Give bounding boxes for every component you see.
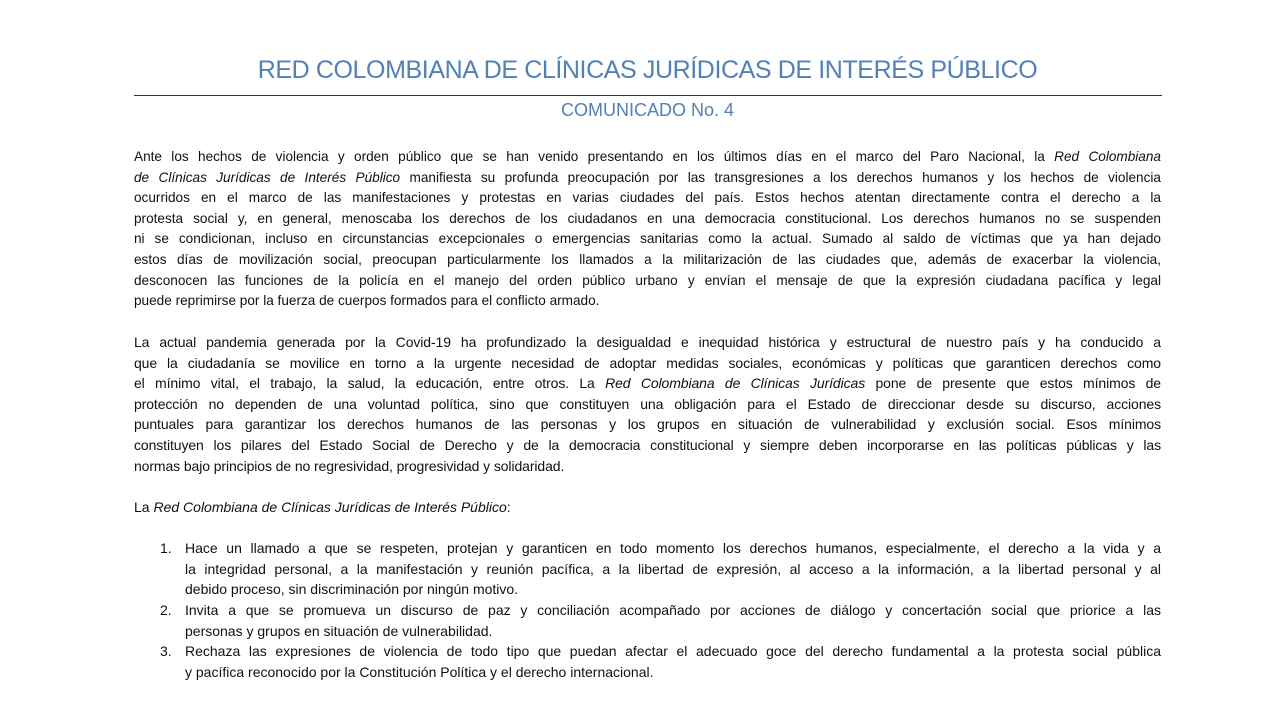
text-segment: ocurridos en el marco de las manifestaciones y protestas en varias ciudades del país. Estos hechos atentan directamente contra el derecho a la — [134, 190, 1161, 206]
text-segment: protección no dependen de una voluntad política, sino que constituyen una obligación para el Estado de direccionar desde su discurso, acciones — [134, 395, 1161, 412]
text-line — [185, 600, 1161, 621]
text-line — [134, 291, 1161, 312]
paragraph-3 — [134, 497, 1161, 518]
text-line — [185, 538, 1161, 559]
list-number: 2. — [160, 602, 172, 618]
title-divider — [134, 95, 1162, 96]
text-line — [134, 147, 1161, 168]
text-segment: el mínimo vital, el trabajo, la salud, la educación, entre otros. La — [134, 375, 606, 392]
text-segment: protesta social y, en general, menoscaba los derechos de los ciudadanos en una democracia constitucional. Los derechos humanos no se suspenden — [134, 210, 1161, 226]
text-line — [134, 497, 1161, 518]
text-segment: puntuales para garantizar los derechos humanos de las personas y los grupos en situación de vulnerabilidad y exclusión social. Esos mínimos — [134, 416, 1161, 433]
italic-text: de Clínicas Jurídicas de Interés Público — [134, 169, 401, 185]
text-segment: debido proceso, sin discriminación por ningún motivo. — [185, 581, 519, 598]
text-segment: que la ciudadanía se movilice en torno a la urgente necesidad de adoptar medidas sociales, económicas y políticas que garanticen derechos como — [134, 354, 1161, 371]
text-line — [134, 250, 1161, 271]
text-line — [185, 579, 1161, 600]
text-segment: : — [506, 499, 511, 515]
list-number: 3. — [160, 643, 172, 659]
list-item-body — [160, 538, 1161, 600]
text-line — [185, 662, 1161, 683]
text-segment: constituyen los pilares del Estado Social de Derecho y de la democracia constitucional y siempre deben incorporarse en las políticas públicas y las — [134, 436, 1161, 453]
document-title: RED COLOMBIANA DE CLÍNICAS JURÍDICAS DE INTERÉS PÚBLICO — [257, 56, 1038, 84]
text-segment: desconocen las funciones de la policía en el manejo del orden público urbano y envían el mensaje de que la expresión ciudadana pacífica y legal — [134, 272, 1161, 288]
list-item-3 — [160, 641, 1161, 682]
text-line — [134, 435, 1161, 456]
italic-text: Red Colombiana de Clínicas Jurídicas — [605, 375, 866, 392]
text-segment: La — [134, 499, 154, 515]
text-segment: pone de presente que estos mínimos de — [865, 375, 1161, 392]
text-line — [134, 271, 1161, 292]
text-line — [134, 229, 1161, 250]
text-segment: Invita a que se promueva un discurso de paz y conciliación acompañado por acciones de diálogo y concertación social que priorice a las — [185, 602, 1161, 618]
list-item-2 — [160, 600, 1161, 641]
text-line — [185, 621, 1161, 642]
text-segment: personas y grupos en situación de vulnerabilidad. — [185, 622, 493, 639]
text-line — [134, 414, 1161, 435]
text-segment: Ante los hechos de violencia y orden público que se han venido presentando en los últimos días en el marco del Paro Nacional, la — [134, 149, 1055, 164]
text-line — [185, 641, 1161, 662]
list-item-body — [160, 641, 1161, 682]
italic-text: Red Colombiana de Clínicas Jurídicas de Interés Público — [153, 499, 507, 515]
text-segment: la integridad personal, a la manifestación y reunión pacífica, a la libertad de expresión, al acceso a la información, a la libertad personal y al — [185, 560, 1161, 577]
list-number: 1. — [160, 540, 172, 556]
text-line — [134, 373, 1161, 394]
list-item-1 — [160, 538, 1161, 600]
text-line — [134, 332, 1161, 353]
italic-text: Red Colombiana — [1054, 149, 1161, 164]
text-segment: y pacífica reconocido por la Constitución Política y el derecho internacional. — [185, 663, 654, 680]
document-subtitle: COMUNICADO No. 4 — [560, 100, 735, 120]
text-line — [134, 456, 1161, 477]
text-line — [185, 559, 1161, 580]
text-segment: Hace un llamado a que se respeten, protejan y garanticen en todo momento los derechos humanos, especialmente, el derecho a la vida y a — [185, 540, 1161, 556]
paragraph-2 — [134, 332, 1161, 476]
text-segment: puede reprimirse por la fuerza de cuerpos formados para el conflicto armado. — [134, 293, 600, 309]
text-segment: normas bajo principios de no regresividad, progresividad y solidaridad. — [134, 457, 565, 474]
text-line — [134, 394, 1161, 415]
text-segment: Rechaza las expresiones de violencia de todo tipo que puedan afectar el adecuado goce del derecho fundamental a la protesta social pública — [185, 643, 1161, 659]
list-item-body — [160, 600, 1161, 641]
text-segment: ni se condicionan, incluso en circunstancias excepcionales o emergencias sanitarias como la actual. Sumado al saldo de víctimas que ya han dejado — [134, 231, 1161, 247]
text-segment: manifiesta su profunda preocupación por las transgresiones a los derechos humanos y los hechos de violencia — [400, 169, 1161, 185]
paragraph-1 — [134, 147, 1161, 312]
text-line — [134, 168, 1161, 189]
text-line — [134, 353, 1161, 374]
text-line — [134, 188, 1161, 209]
text-segment: La actual pandemia generada por la Covid-19 ha profundizado la desigualdad e inequidad histórica y estructural de nuestro país y ha conducido a — [134, 334, 1161, 350]
text-segment: estos días de movilización social, preocupan particularmente los llamados a la militarización de las ciudades que, además de exacerbar la violencia, — [134, 251, 1161, 267]
text-line — [134, 209, 1161, 230]
